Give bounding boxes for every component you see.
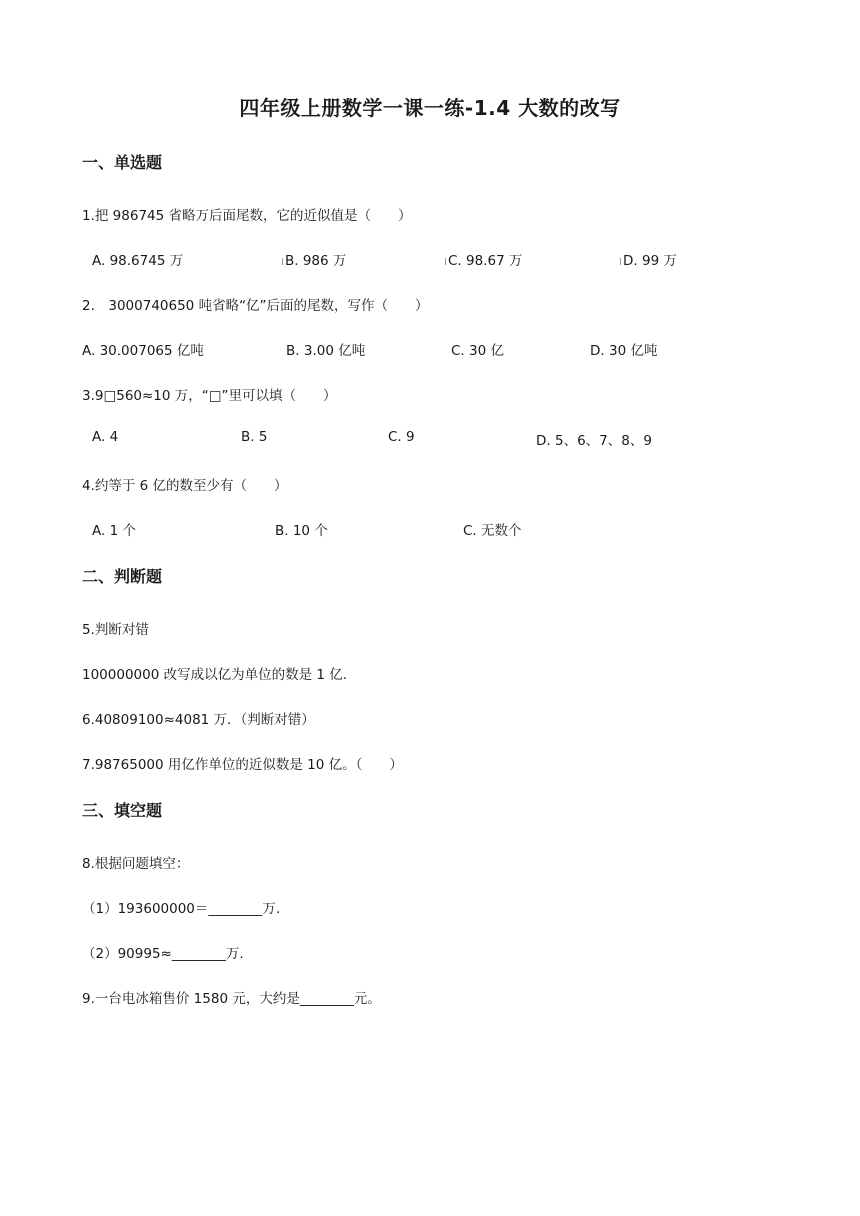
question-2-option-b[interactable]: B. 3.00 亿吨 — [286, 343, 366, 359]
section-heading-fill-blank: 三、填空题 — [82, 801, 163, 820]
question-7-stem: 7.98765000 用亿作单位的近似数是 10 亿。（ ） — [82, 757, 403, 773]
question-3-option-d[interactable]: D. 5、6、7、8、9 — [536, 433, 652, 449]
question-2-option-a[interactable]: A. 30.007065 亿吨 — [82, 343, 204, 359]
question-8-part-1: （1）193600000＝________万. — [82, 901, 281, 917]
question-3-option-c[interactable]: C. 9 — [388, 429, 415, 445]
question-9-stem: 9.一台电冰箱售价 1580 元，大约是________元。 — [82, 991, 381, 1007]
section-heading-single-choice: 一、单选题 — [82, 153, 163, 172]
question-6-stem: 6.40809100≈4081 万．（判断对错） — [82, 712, 315, 728]
question-1-stem: 1.把 986745 省略万后面尾数，它的近似值是（ ） — [82, 208, 412, 224]
question-3-option-a[interactable]: A. 4 — [92, 429, 119, 445]
question-1-option-a[interactable]: A. 98.6745 万 — [92, 253, 184, 269]
option-marker-icon — [282, 258, 283, 265]
question-2-option-c[interactable]: C. 30 亿 — [451, 343, 504, 359]
question-3-option-b[interactable]: B. 5 — [241, 429, 268, 445]
question-8-stem: 8.根据问题填空： — [82, 856, 190, 872]
question-8-part-2: （2）90995≈________万. — [82, 946, 244, 962]
question-1-option-d-label: D. 99 万 — [623, 253, 677, 269]
question-2-option-d[interactable]: D. 30 亿吨 — [590, 343, 658, 359]
page-title: 四年级上册数学一课一练-1.4 大数的改写 — [239, 96, 621, 120]
question-1-option-c[interactable] — [445, 249, 522, 269]
question-4-option-a[interactable]: A. 1 个 — [92, 523, 136, 539]
question-1-option-b[interactable] — [282, 249, 346, 269]
question-3-stem: 3.9□560≈10 万，“□”里可以填（ ） — [82, 388, 337, 404]
question-1-option-b-label: B. 986 万 — [285, 253, 347, 269]
section-heading-true-false: 二、判断题 — [82, 567, 163, 586]
question-5-stem: 5.判断对错 — [82, 622, 149, 638]
question-2-stem: 2. 3000740650 吨省略“亿”后面的尾数，写作（ ） — [82, 298, 429, 314]
question-5-statement: 100000000 改写成以亿为单位的数是 1 亿. — [82, 667, 348, 683]
question-1-option-d[interactable] — [620, 249, 677, 269]
option-marker-icon — [620, 258, 621, 265]
question-1-option-c-label: C. 98.67 万 — [448, 253, 523, 269]
question-4-option-c[interactable]: C. 无数个 — [463, 523, 522, 539]
question-4-stem: 4.约等于 6 亿的数至少有（ ） — [82, 478, 288, 494]
question-4-option-b[interactable]: B. 10 个 — [275, 523, 328, 539]
option-marker-icon — [445, 258, 446, 265]
